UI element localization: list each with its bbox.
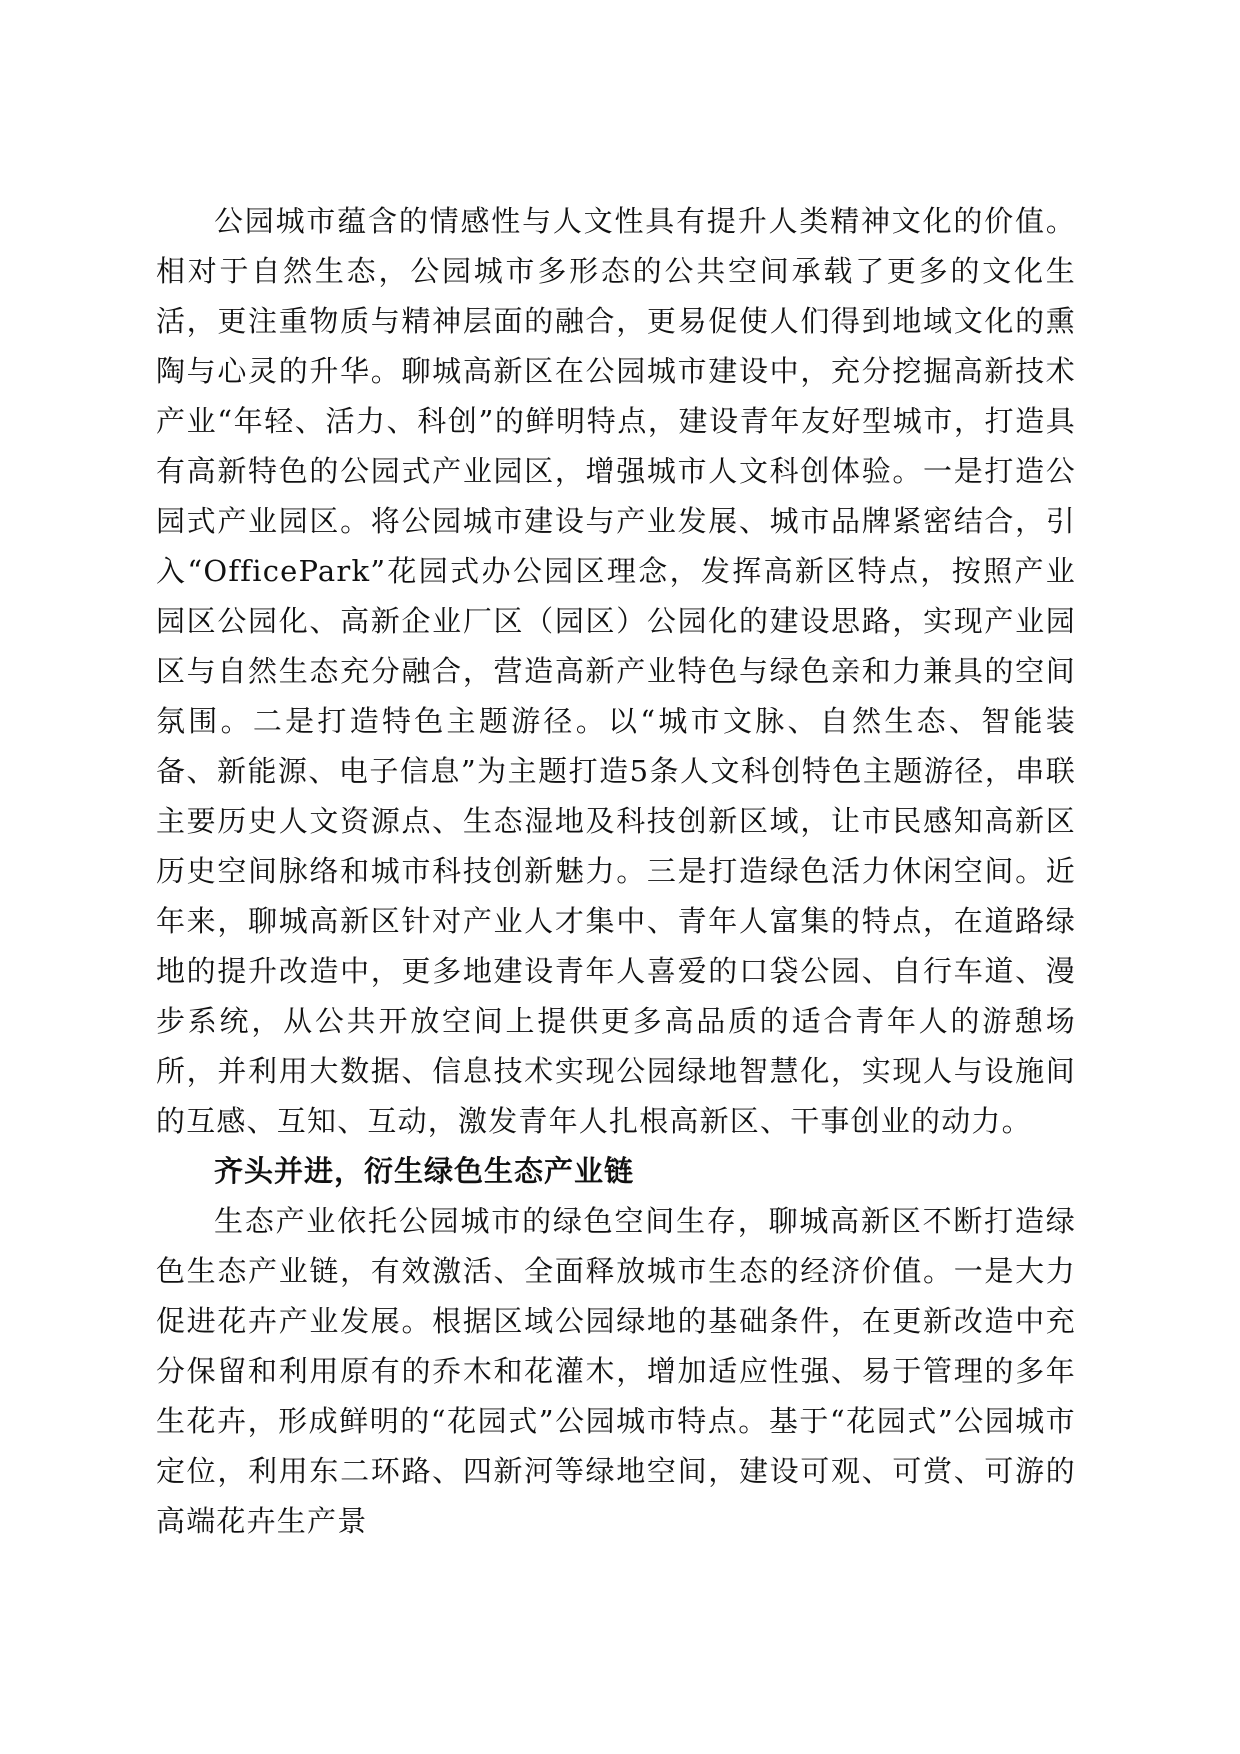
document-page <box>156 196 1076 1546</box>
body-paragraph-2: 生态产业依托公园城市的绿色空间生存，聊城高新区不断打造绿色生态产业链，有效激活、全面释放城市生态的经济价值。一是大力促进花卉产业发展。根据区域公园绿地的基础条件，在更新改造中充分保留和利用原有的乔木和花灌木，增加适应性强、易于管理的多年生花卉，形成鲜明的“花园式”公园城市特点。基于“花园式”公园城市定位，利用东二环路、四新河等绿地空间，建设可观、可赏、可游的高端花卉生产景 <box>156 1204 1076 1538</box>
section-heading: 齐头并进，衍生绿色生态产业链 <box>214 1154 635 1188</box>
body-paragraph-1: 公园城市蕴含的情感性与人文性具有提升人类精神文化的价值。相对于自然生态，公园城市多形态的公共空间承载了更多的文化生活，更注重物质与精神层面的融合，更易促使人们得到地域文化的熏陶与心灵的升华。聊城高新区在公园城市建设中，充分挖掘高新技术产业“年轻、活力、科创”的鲜明特点，建设青年友好型城市，打造具有高新特色的公园式产业园区，增强城市人文科创体验。一是打造公园式产业园区。将公园城市建设与产业发展、城市品牌紧密结合，引入“OfficePark”花园式办公园区理念，发挥高新区特点，按照产业园区公园化、高新企业厂区（园区）公园化的建设思路，实现产业园区与自然生态充分融合，营造高新产业特色与绿色亲和力兼具的空间氛围。二是打造特色主题游径。以“城市文脉、自然生态、智能装备、新能源、电子信息”为主题打造5条人文科创特色主题游径，串联主要历史人文资源点、生态湿地及科技创新区域，让市民感知高新区历史空间脉络和城市科技创新魅力。三是打造绿色活力休闲空间。近年来，聊城高新区针对产业人才集中、青年人富集的特点，在道路绿地的提升改造中，更多地建设青年人喜爱的口袋公园、自行车道、漫步系统，从公共开放空间上提供更多高品质的适合青年人的游憩场所，并利用大数据、信息技术实现公园绿地智慧化，实现人与设施间的互感、互知、互动，激发青年人扎根高新区、干事创业的动力。 <box>156 204 1076 1138</box>
